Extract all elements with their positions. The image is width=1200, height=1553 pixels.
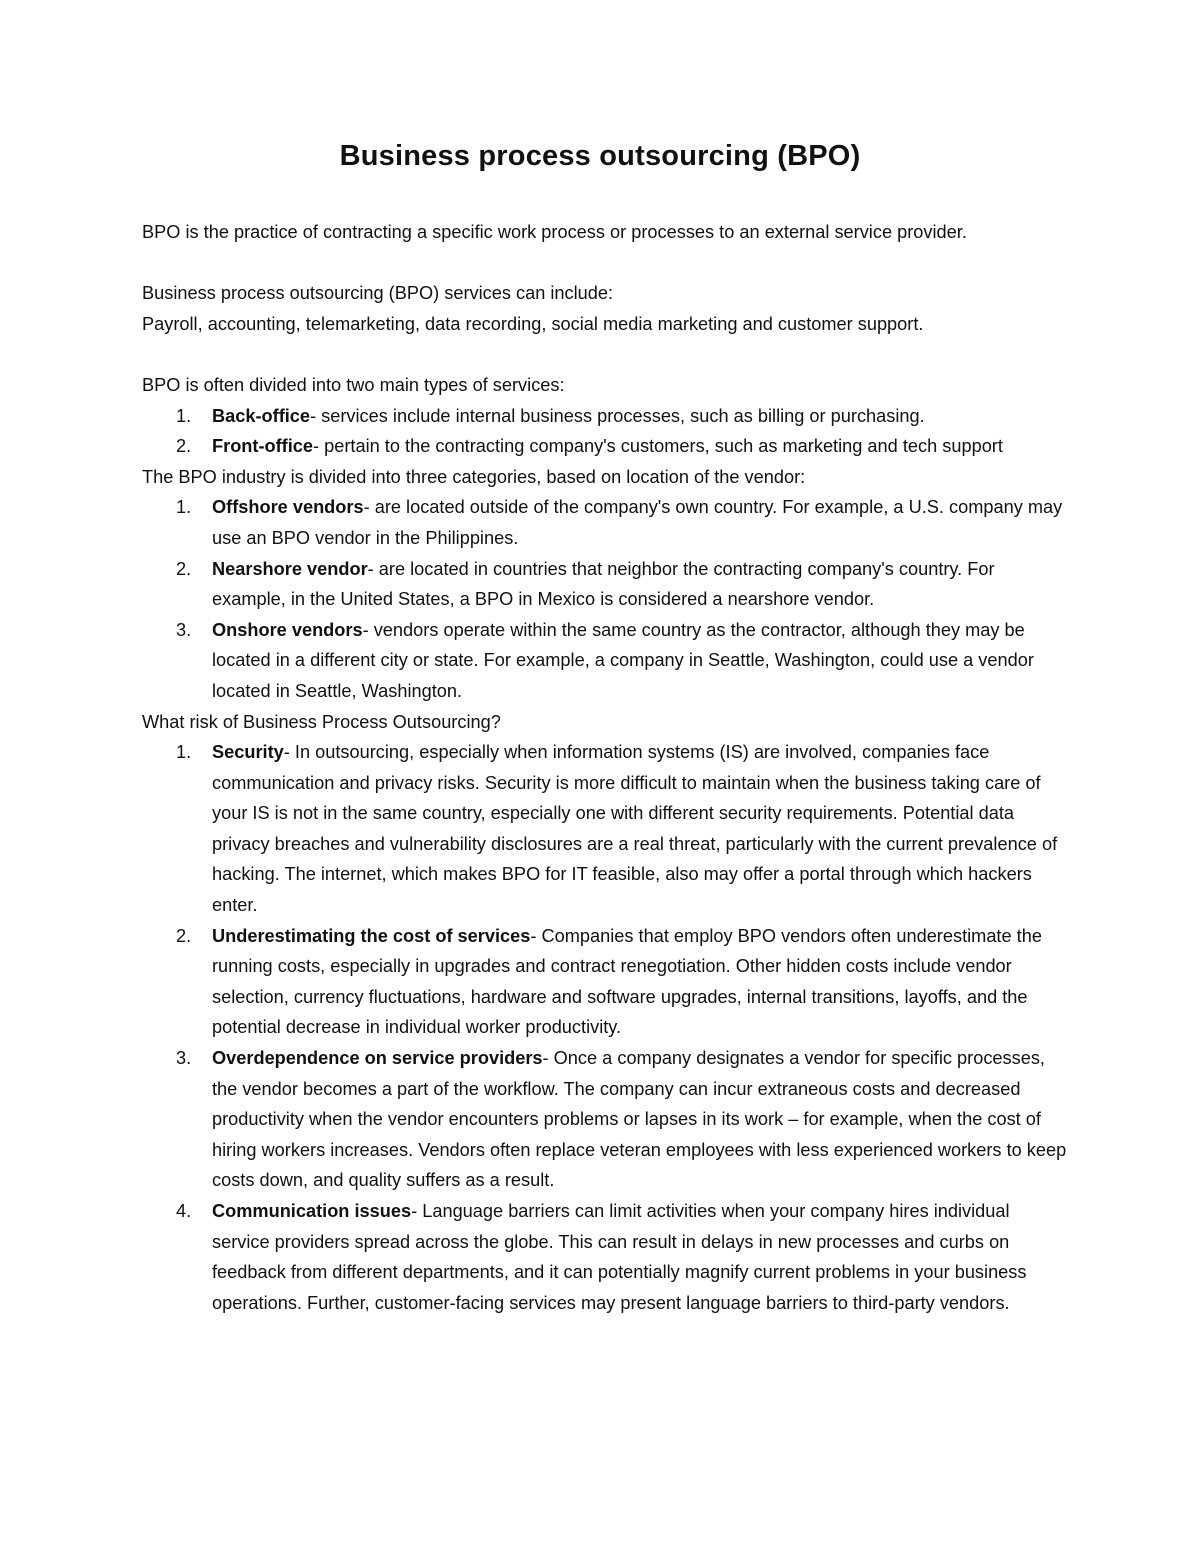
document-body — [142, 217, 1072, 1318]
list-item — [142, 431, 1072, 462]
types-intro: BPO is often divided into two main types of services: — [142, 374, 565, 395]
list-item — [142, 921, 1072, 1043]
list-text: - vendors operate within the same country as the contractor, although they may be located in a different city or state. For example, a company in Seattle, Washington, could use a vendor located in Seattle, Washington. — [212, 619, 1034, 701]
definition-paragraph: BPO is the practice of contracting a specific work process or processes to an external service provider. — [142, 222, 967, 242]
list-item — [142, 615, 1072, 707]
list-text: - In outsourcing, especially when information systems (IS) are involved, companies face communication and privacy risks. Security is more difficult to maintain when the business taking care of your IS is not in the same country, especially one with different security requirements. Potential data privacy breaches and vulnerability disclosures are a real threat, particularly with the current prevalence of hacking. The internet, which makes BPO for IT feasible, also may offer a portal through which hackers enter. — [212, 742, 1058, 916]
list-number: 2. — [176, 436, 192, 457]
list-term: Offshore vendors — [212, 497, 364, 518]
list-text: - pertain to the contracting company's customers, such as marketing and tech support — [313, 436, 1003, 457]
list-text: - Companies that employ BPO vendors often underestimate the running costs, especially in upgrades and contract renegotiation. Other hidden costs include vendor selection, currency fluctuations, hardware and software upgrades, internal transitions, layoffs, and the potential decrease in individual worker productivity. — [212, 925, 1042, 1038]
list-text: - are located in countries that neighbor the contracting company's country. For example, in the United States, a BPO in Mexico is considered a nearshore vendor. — [212, 558, 995, 610]
categories-intro: The BPO industry is divided into three categories, based on location of the vendor: — [142, 466, 806, 487]
list-term: Nearshore vendor — [212, 558, 368, 579]
risks-list — [142, 737, 1072, 1318]
list-item — [142, 737, 1072, 921]
categories-list — [142, 492, 1072, 706]
list-term: Back-office — [212, 405, 311, 426]
list-item — [142, 554, 1072, 615]
list-text: - are located outside of the company's own country. For example, a U.S. company may use an BPO vendor in the Philippines. — [212, 497, 1063, 548]
list-term: Onshore vendors — [212, 619, 363, 640]
list-number: 1. — [176, 497, 192, 518]
list-term: Front-office — [212, 436, 314, 457]
list-term: Overdependence on service providers — [212, 1048, 543, 1069]
list-item — [142, 1196, 1072, 1318]
risks-intro: What risk of Business Process Outsourcing? — [142, 711, 501, 732]
services-list: Payroll, accounting, telemarketing, data recording, social media marketing and customer support. — [142, 313, 924, 334]
page-title: Business process outsourcing (BPO) — [339, 140, 861, 172]
list-text: - Language barriers can limit activities when your company hires individual service providers spread across the globe. This can result in delays in new processes and curbs on feedback from different departments, and it can potentially magnify current problems in your business operations. Further, customer-facing services may present language barriers to third-party vendors. — [212, 1201, 1027, 1313]
list-number: 2. — [176, 925, 192, 946]
list-number: 3. — [176, 619, 192, 640]
list-number: 1. — [176, 742, 192, 763]
list-term: Communication issues — [212, 1201, 412, 1221]
paragraph-gap — [142, 339, 1072, 370]
list-term: Security — [212, 742, 284, 763]
list-item — [142, 492, 1072, 553]
list-item — [142, 1043, 1072, 1196]
services-intro: Business process outsourcing (BPO) services can include: — [142, 283, 614, 304]
list-text: - services include internal business processes, such as billing or purchasing. — [310, 405, 925, 426]
types-list — [142, 401, 1072, 462]
list-number: 2. — [176, 558, 192, 579]
list-text: - Once a company designates a vendor for specific processes, the vendor becomes a part of the workflow. The company can incur extraneous costs and decreased productivity when the vendor encounters problems or lapses in its work – for example, when the cost of hiring workers increases. Vendors often replace veteran employees with less experienced workers to keep costs down, and quality suffers as a result. — [212, 1048, 1067, 1191]
paragraph-gap — [142, 248, 1072, 279]
list-number: 3. — [176, 1048, 192, 1069]
list-item — [142, 401, 1072, 432]
list-number: 4. — [176, 1201, 192, 1221]
list-number: 1. — [176, 405, 192, 426]
list-term: Underestimating the cost of services — [212, 925, 531, 946]
